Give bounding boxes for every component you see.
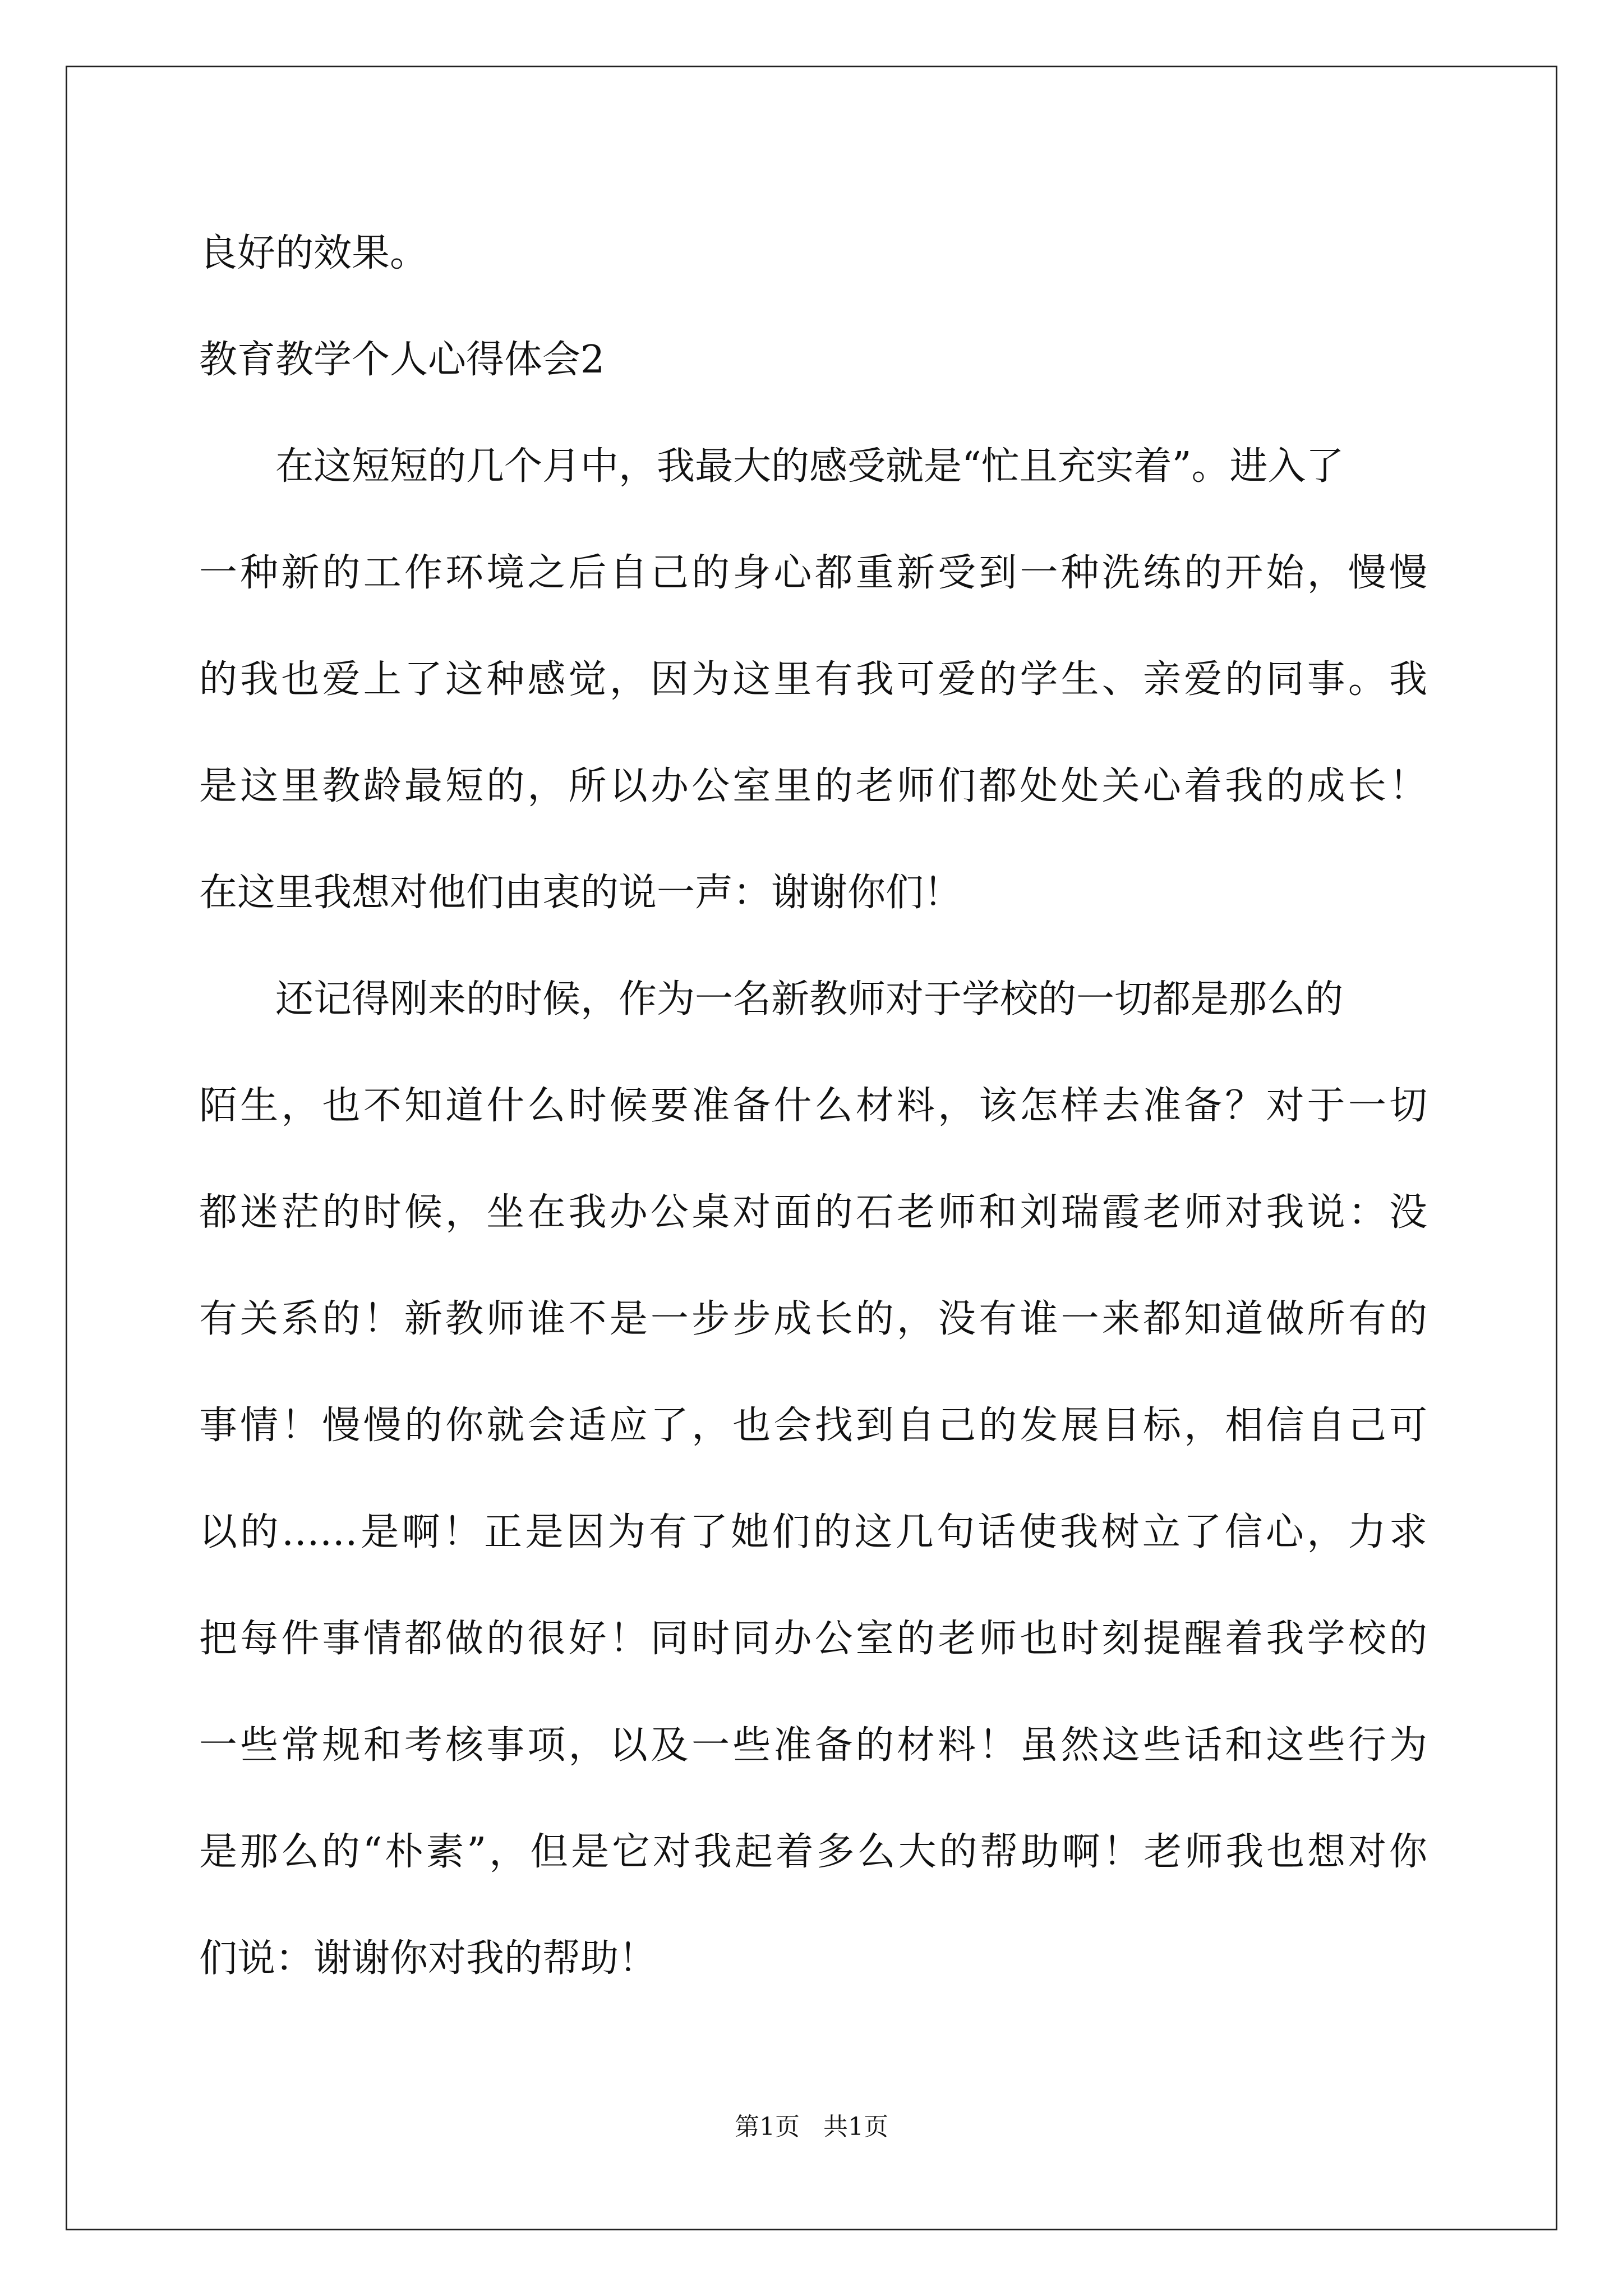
text-line: 还记得刚来的时候，作为一名新教师对于学校的一切都是那么的 xyxy=(275,977,1344,1022)
text-line: 陌生，也不知道什么时候要准备什么材料，该怎样去准备？对于一切 xyxy=(199,1084,1427,1128)
text-line: 在这短短的几个月中，我最大的感受就是“忙且充实着”。进入了 xyxy=(275,444,1344,489)
page-footer: 第1页 共1页 xyxy=(735,2113,888,2141)
text-line: 在这里我想对他们由衷的说一声：谢谢你们！ xyxy=(199,871,962,915)
text-line: 良好的效果。 xyxy=(199,231,428,275)
page-border xyxy=(66,66,1557,2230)
text-line: 事情！慢慢的你就会适应了，也会找到自己的发展目标，相信自己可 xyxy=(199,1404,1427,1448)
text-line: 的我也爱上了这种感觉，因为这里有我可爱的学生、亲爱的同事。我 xyxy=(199,657,1427,702)
text-line: 一种新的工作环境之后自己的身心都重新受到一种洗练的开始，慢慢 xyxy=(199,551,1427,595)
text-line: 们说：谢谢你对我的帮助！ xyxy=(199,1936,657,1981)
text-line: 把每件事情都做的很好！同时同办公室的老师也时刻提醒着我学校的 xyxy=(199,1617,1427,1661)
text-line: 以的……是啊！正是因为有了她们的这几句话使我树立了信心，力求 xyxy=(199,1510,1427,1554)
text-line: 都迷茫的时候，坐在我办公桌对面的石老师和刘瑞霞老师对我说：没 xyxy=(199,1190,1427,1235)
text-line: 是这里教龄最短的，所以办公室里的老师们都处处关心着我的成长！ xyxy=(199,764,1427,808)
text-line: 是那么的“朴素”，但是它对我起着多么大的帮助啊！老师我也想对你 xyxy=(199,1830,1427,1874)
section-heading: 教育教学个人心得体会2 xyxy=(199,338,605,382)
text-line: 一些常规和考核事项，以及一些准备的材料！虽然这些话和这些行为 xyxy=(199,1723,1427,1768)
text-line: 有关系的！新教师谁不是一步步成长的，没有谁一来都知道做所有的 xyxy=(199,1297,1427,1341)
